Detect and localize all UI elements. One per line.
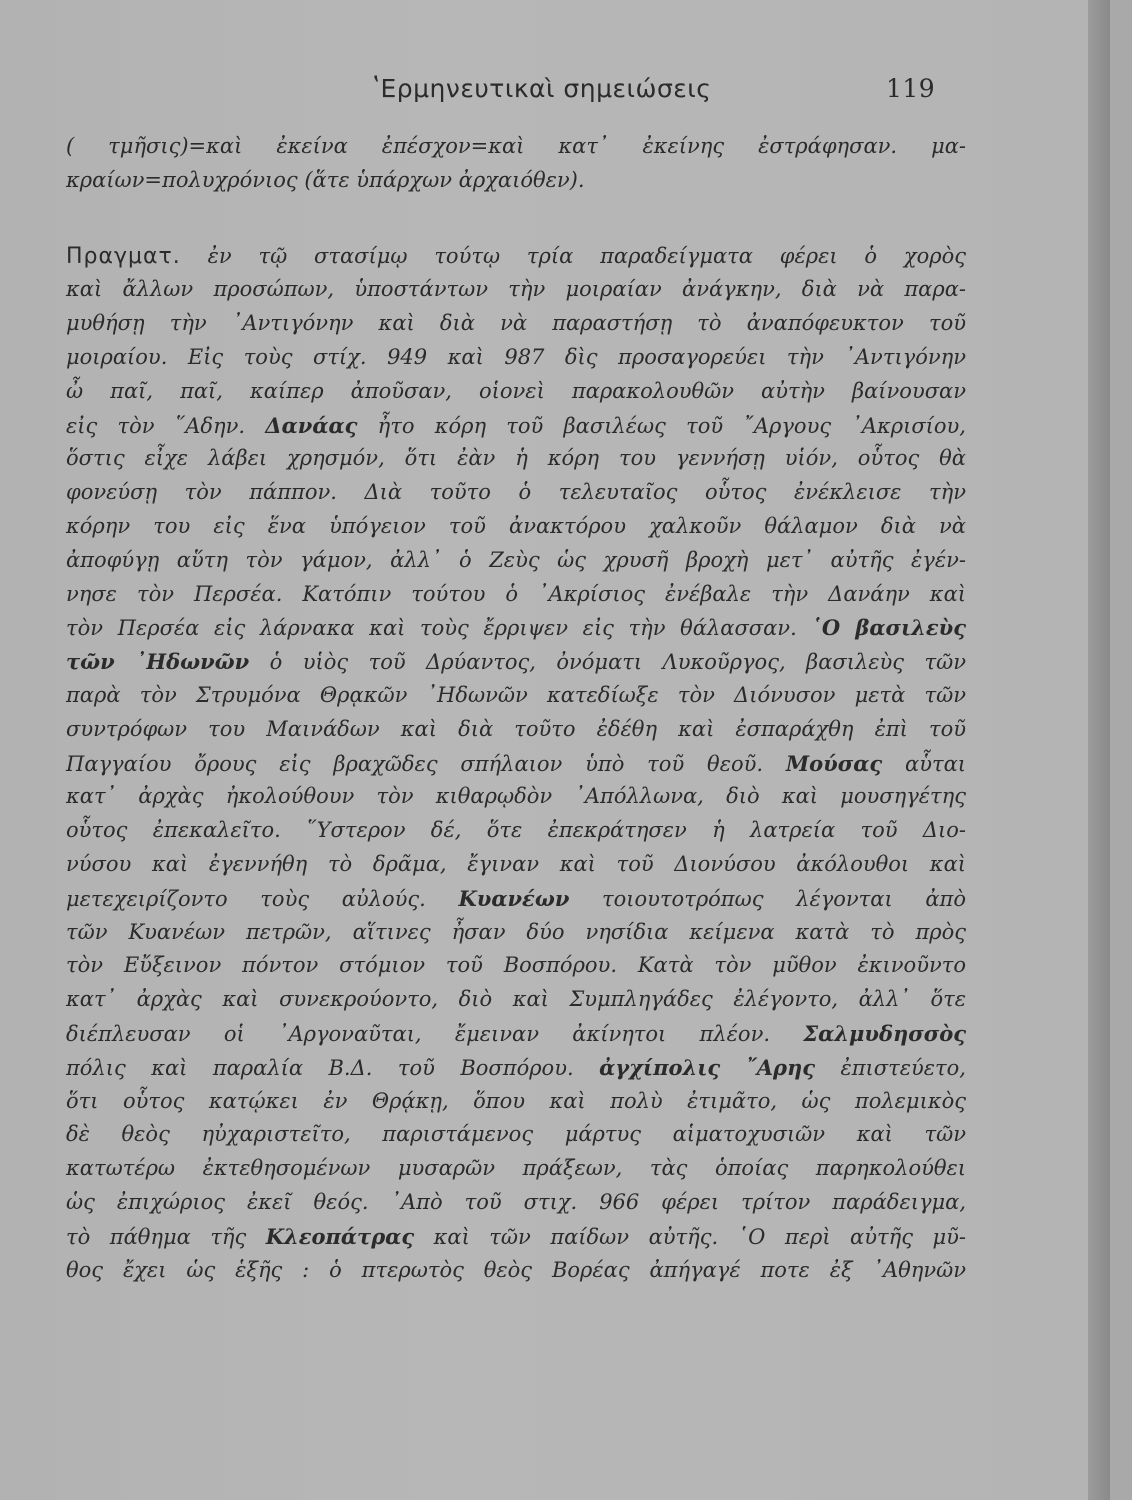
term-kleopatras: Κλεοπάτρας [265, 1223, 415, 1249]
text-line: εἰς τὸν ῞Αδην. Δανάας ἦτο κόρη τοῦ βασιλέως τοῦ ῎Αργους ᾽Ακρισίου, [66, 412, 966, 438]
text-line: τὸ πάθημα τῆς Κλεοπάτρας καὶ τῶν παίδων αὐτῆς. ῾Ο περὶ αὐτῆς μῦ- [66, 1223, 966, 1249]
text-line: φονεύσῃ τὸν πάππον. Διὰ τοῦτο ὁ τελευταῖος οὗτος ἐνέκλεισε τὴν [66, 480, 966, 505]
section-label: Πραγματ. [66, 243, 181, 269]
text-line: συντρόφων του Μαινάδων καὶ διὰ τοῦτο ἐδέθη καὶ ἐσπαράχθη ἐπὶ τοῦ [66, 716, 966, 741]
header-title: ʽΕρμηνευτικαὶ σημειώσεις [372, 74, 712, 103]
text-line: πόλις καὶ παραλία Β.Δ. τοῦ Βοσπόρου. ἀγχίπολις ῎Αρης ἐπιστεύετο, [66, 1054, 966, 1080]
text-line: ὅτι οὗτος κατῴκει ἐν Θρᾴκῃ, ὅπου καὶ πολὺ ἐτιμᾶτο, ὡς πολεμικὸς [66, 1088, 966, 1113]
term-kyaneon: Κυανέων [458, 885, 570, 911]
text-line: κατ᾽ ἀρχὰς ἠκολούθουν τὸν κιθαρῳδὸν ᾽Απόλλωνα, διὸ καὶ μουσηγέτης [66, 784, 966, 809]
text-line: τῶν Κυανέων πετρῶν, αἵτινες ἦσαν δύο νησίδια κείμενα κατὰ τὸ πρὸς [66, 919, 966, 944]
text-line: δὲ θεὸς ηὐχαριστεῖτο, παριστάμενος μάρτυς αἱματοχυσιῶν καὶ τῶν [66, 1122, 966, 1147]
text-line: τὸν Περσέα εἰς λάρνακα καὶ τοὺς ἔρριψεν εἰς τὴν θάλασσαν. ῾Ο βασιλεὺς [66, 615, 966, 641]
term-salmydissos: Σαλμυδησσὸς [803, 1020, 966, 1046]
text-line: Παγγαίου ὄρους εἰς βραχῶδες σπήλαιον ὑπὸ τοῦ θεοῦ. Μούσας αὗται [66, 750, 966, 776]
text-line: ὦ παῖ, παῖ, καίπερ ἀποῦσαν, οἱονεὶ παρακολουθῶν αὐτὴν βαίνουσαν [66, 378, 966, 403]
text-line: ὡς ἐπιχώριος ἐκεῖ θεός. ᾽Απὸ τοῦ στιχ. 966 φέρει τρίτον παράδειγμα, [66, 1189, 966, 1214]
text-line: κατωτέρω ἐκτεθησομένων μυσαρῶν πράξεων, τὰς ὁποίας παρηκολούθει [66, 1156, 966, 1181]
page-body [66, 130, 966, 1287]
text-line: θος ἔχει ὡς ἑξῆς : ὁ πτερωτὸς θεὸς Βορέας ἀπήγαγέ ποτε ἐξ ᾽Αθηνῶν [66, 1257, 966, 1282]
text-line: τὸν Εὔξεινον πόντον στόμιον τοῦ Βοσπόρου. Κατὰ τὸν μῦθον ἐκινοῦντο [66, 953, 966, 978]
page-number: 119 [886, 74, 936, 103]
paragraph-gap [66, 198, 966, 240]
text-line: μετεχειρίζοντο τοὺς αὐλούς. Κυανέων τοιουτοτρόπως λέγονται ἀπὸ [66, 885, 966, 911]
text-line: ὅστις εἶχε λάβει χρησμόν, ὅτι ἐὰν ἡ κόρη του γεννήσῃ υἱόν, οὗτος θὰ [66, 446, 966, 471]
text-line: κατ᾽ ἀρχὰς καὶ συνεκρούοντο, διὸ καὶ Συμπληγάδες ἐλέγοντο, ἀλλ᾽ ὅτε [66, 987, 966, 1012]
text-line: καὶ ἄλλων προσώπων, ὑποστάντων τὴν μοιραίαν ἀνάγκην, διὰ νὰ παρα- [66, 277, 966, 302]
term-edonon: τῶν ᾽Ηδωνῶν [66, 649, 250, 675]
text-line: Πραγματ. ἐν τῷ στασίμῳ τούτῳ τρία παραδείγματα φέρει ὁ χορὸς [66, 243, 966, 269]
text-line: τῶν ᾽Ηδωνῶν ὁ υἱὸς τοῦ Δρύαντος, ὀνόματι Λυκοῦργος, βασιλεὺς τῶν [66, 649, 966, 675]
text-line: ἀποφύγῃ αὕτη τὸν γάμον, ἀλλ᾽ ὁ Ζεὺς ὡς χρυσῆ βροχὴ μετ᾽ αὐτῆς ἐγέν- [66, 547, 966, 572]
term-anchipolis-aris: ἀγχίπολις ῎Αρης [599, 1054, 816, 1080]
page-edge [1088, 0, 1110, 1500]
term-vasilefs: ῾Ο βασιλεὺς [811, 615, 966, 641]
text-line: ( τμῆσις)=καὶ ἐκείνα ἐπέσχον=καὶ κατ᾽ ἐκείνης ἐστράφησαν. μα- [66, 134, 966, 158]
text-line: διέπλευσαν οἱ ᾽Αργοναῦται, ἔμειναν ἀκίνητοι πλέον. Σαλμυδησσὸς [66, 1020, 966, 1046]
text-line: νύσου καὶ ἐγεννήθη τὸ δρᾶμα, ἔγιναν καὶ τοῦ Διονύσου ἀκόλουθοι καὶ [66, 851, 966, 876]
text-line: παρὰ τὸν Στρυμόνα Θρᾳκῶν ᾽Ηδωνῶν κατεδίωξε τὸν Διόνυσον μετὰ τῶν [66, 682, 966, 707]
text-line: κραίων=πολυχρόνιος (ἅτε ὑπάρχων ἀρχαιόθεν). [66, 167, 585, 192]
text-line: οὗτος ἐπεκαλεῖτο. ῞Υστερον δέ, ὅτε ἐπεκράτησεν ἡ λατρεία τοῦ Διο- [66, 818, 966, 843]
text-line: μυθήσῃ τὴν ᾽Αντιγόνην καὶ διὰ νὰ παραστήσῃ τὸ ἀναπόφευκτον τοῦ [66, 311, 966, 336]
text-line: νησε τὸν Περσέα. Κατόπιν τούτου ὁ ᾽Ακρίσιος ἐνέβαλε τὴν Δανάην καὶ [66, 581, 966, 606]
text-line: μοιραίου. Εἰς τοὺς στίχ. 949 καὶ 987 δὶς προσαγορεύει τὴν ᾽Αντιγόνην [66, 344, 966, 369]
term-mousas: Μούσας [785, 750, 883, 776]
term-danaas: Δανάας [265, 412, 358, 438]
text-line: κόρην του εἰς ἕνα ὑπόγειον τοῦ ἀνακτόρου χαλκοῦν θάλαμον διὰ νὰ [66, 513, 966, 538]
